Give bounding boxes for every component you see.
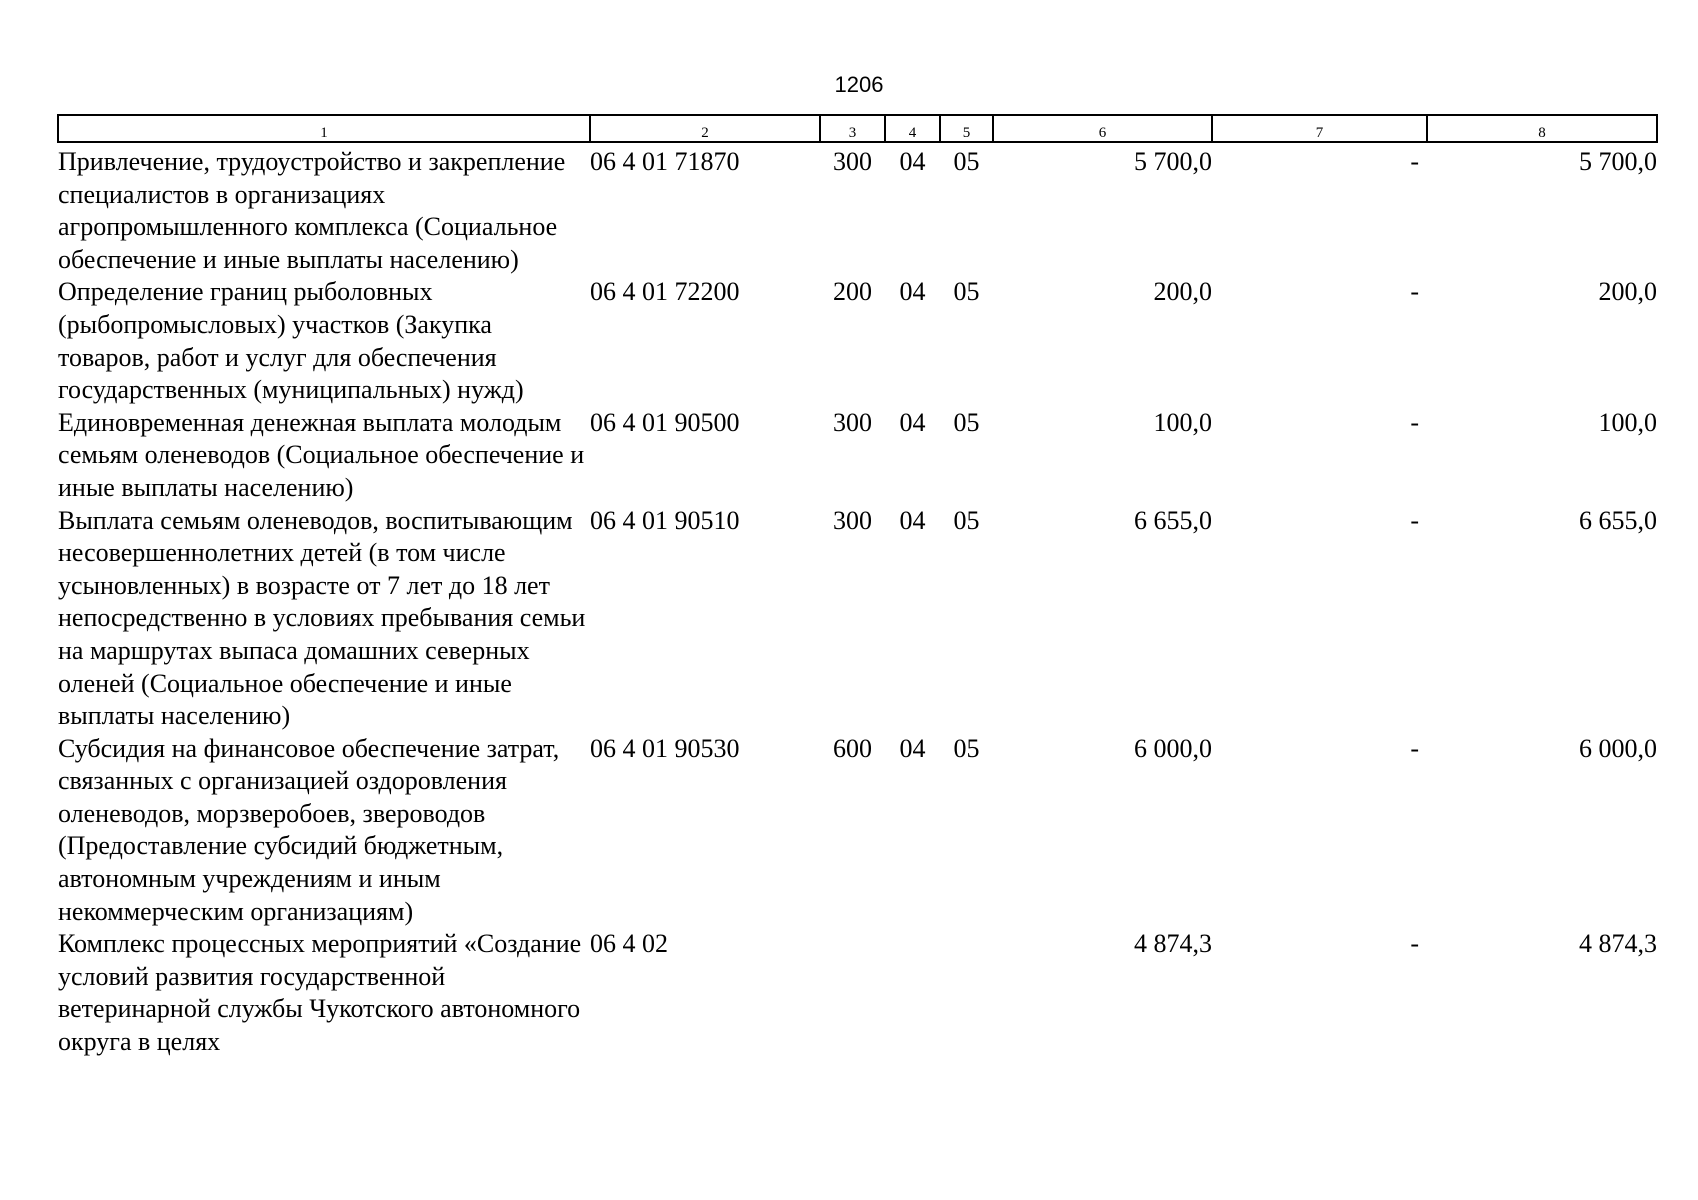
row-subsection-cell: 05 xyxy=(953,277,980,307)
row-amount-cell: 4 874,3 xyxy=(1134,929,1212,959)
row-code-cell: 06 4 01 90500 xyxy=(590,407,740,437)
column-number-header: 2 xyxy=(590,115,820,142)
row-total-cell: 200,0 xyxy=(1598,277,1657,307)
row-subsection-cell: 05 xyxy=(953,505,980,535)
row-name-cell: Определение границ рыболовных (рыбопромысловых) участков (Закупка товаров, работ и услуг для обеспечения государственных (муниципальных) нужд) xyxy=(58,277,524,405)
row-subsection-cell xyxy=(940,928,993,1058)
row-amount-cell: 5 700,0 xyxy=(1134,147,1212,176)
row-code-cell: 06 4 01 90510 xyxy=(590,505,740,535)
column-number-header: 4 xyxy=(885,115,940,142)
row-subsection-cell: 05 xyxy=(953,733,980,763)
row-total-cell: 6 655,0 xyxy=(1579,505,1657,535)
column-number-header: 1 xyxy=(58,115,590,142)
row-change-cell: - xyxy=(1410,407,1419,437)
column-number-header: 8 xyxy=(1427,115,1657,142)
row-name-cell: Единовременная денежная выплата молодым семьям оленеводов (Социальное обеспечение и иные выплаты населению) xyxy=(58,407,585,502)
row-expense-type-cell: 200 xyxy=(833,277,872,307)
row-amount-cell: 100,0 xyxy=(1153,407,1212,437)
column-number-header: 7 xyxy=(1212,115,1427,142)
page-number: 1206 xyxy=(834,72,884,97)
row-change-cell: - xyxy=(1410,733,1419,763)
row-amount-cell: 200,0 xyxy=(1153,277,1212,307)
row-subsection-cell: 05 xyxy=(953,407,980,437)
row-code-cell: 06 4 01 71870 xyxy=(590,147,740,176)
row-change-cell: - xyxy=(1410,277,1419,307)
row-expense-type-cell: 300 xyxy=(833,407,872,437)
row-total-cell: 100,0 xyxy=(1598,407,1657,437)
table-row xyxy=(58,142,1657,276)
row-name-cell: Субсидия на финансовое обеспечение затрат, связанных с организацией оздоровления оленеводов, морзверобоев, звероводов (Предоставление субсидий бюджетным, автономным учреждениям и иным некоммерческим организациям) xyxy=(58,733,560,926)
table-row xyxy=(58,505,1657,733)
row-change-cell: - xyxy=(1410,147,1419,176)
row-expense-type-cell: 300 xyxy=(833,147,872,176)
row-code-cell: 06 4 02 xyxy=(590,929,668,959)
row-section-cell: 04 xyxy=(899,505,926,535)
column-number-header: 3 xyxy=(820,115,885,142)
row-section-cell xyxy=(885,928,940,1058)
row-change-cell: - xyxy=(1410,505,1419,535)
row-code-cell: 06 4 01 90530 xyxy=(590,733,740,763)
table-row xyxy=(58,733,1657,929)
row-section-cell: 04 xyxy=(899,407,926,437)
column-number-row xyxy=(58,115,1657,142)
column-number-header: 5 xyxy=(940,115,993,142)
budget-table xyxy=(57,114,1658,1059)
row-expense-type-cell xyxy=(820,928,885,1058)
table-row xyxy=(58,407,1657,505)
row-section-cell: 04 xyxy=(899,147,926,176)
row-name-cell: Комплекс процессных мероприятий «Создание условий развития государственной ветеринарной службы Чукотского автономного округа в целях xyxy=(58,929,582,1057)
table-row xyxy=(58,928,1657,1058)
row-amount-cell: 6 655,0 xyxy=(1134,505,1212,535)
row-name-cell: Выплата семьям оленеводов, воспитывающим несовершеннолетних детей (в том числе усыновленных) в возрасте от 7 лет до 18 лет непосредственно в условиях пребывания семьи на маршрутах выпаса домашних северных оленей (Социальное обеспечение и иные выплаты населению) xyxy=(58,505,586,731)
row-expense-type-cell: 300 xyxy=(833,505,872,535)
row-change-cell: - xyxy=(1410,929,1419,959)
row-code-cell: 06 4 01 72200 xyxy=(590,277,740,307)
row-subsection-cell: 05 xyxy=(953,147,980,176)
row-name-cell: Привлечение, трудоустройство и закрепление специалистов в организациях агропромышленного комплекса (Социальное обеспечение и иные выплаты населению) xyxy=(58,147,566,274)
row-total-cell: 5 700,0 xyxy=(1579,147,1657,176)
row-expense-type-cell: 600 xyxy=(833,733,872,763)
row-section-cell: 04 xyxy=(899,277,926,307)
row-total-cell: 4 874,3 xyxy=(1579,929,1657,959)
row-section-cell: 04 xyxy=(899,733,926,763)
row-amount-cell: 6 000,0 xyxy=(1134,733,1212,763)
column-number-header: 6 xyxy=(993,115,1212,142)
table-row xyxy=(58,276,1657,406)
row-total-cell: 6 000,0 xyxy=(1579,733,1657,763)
